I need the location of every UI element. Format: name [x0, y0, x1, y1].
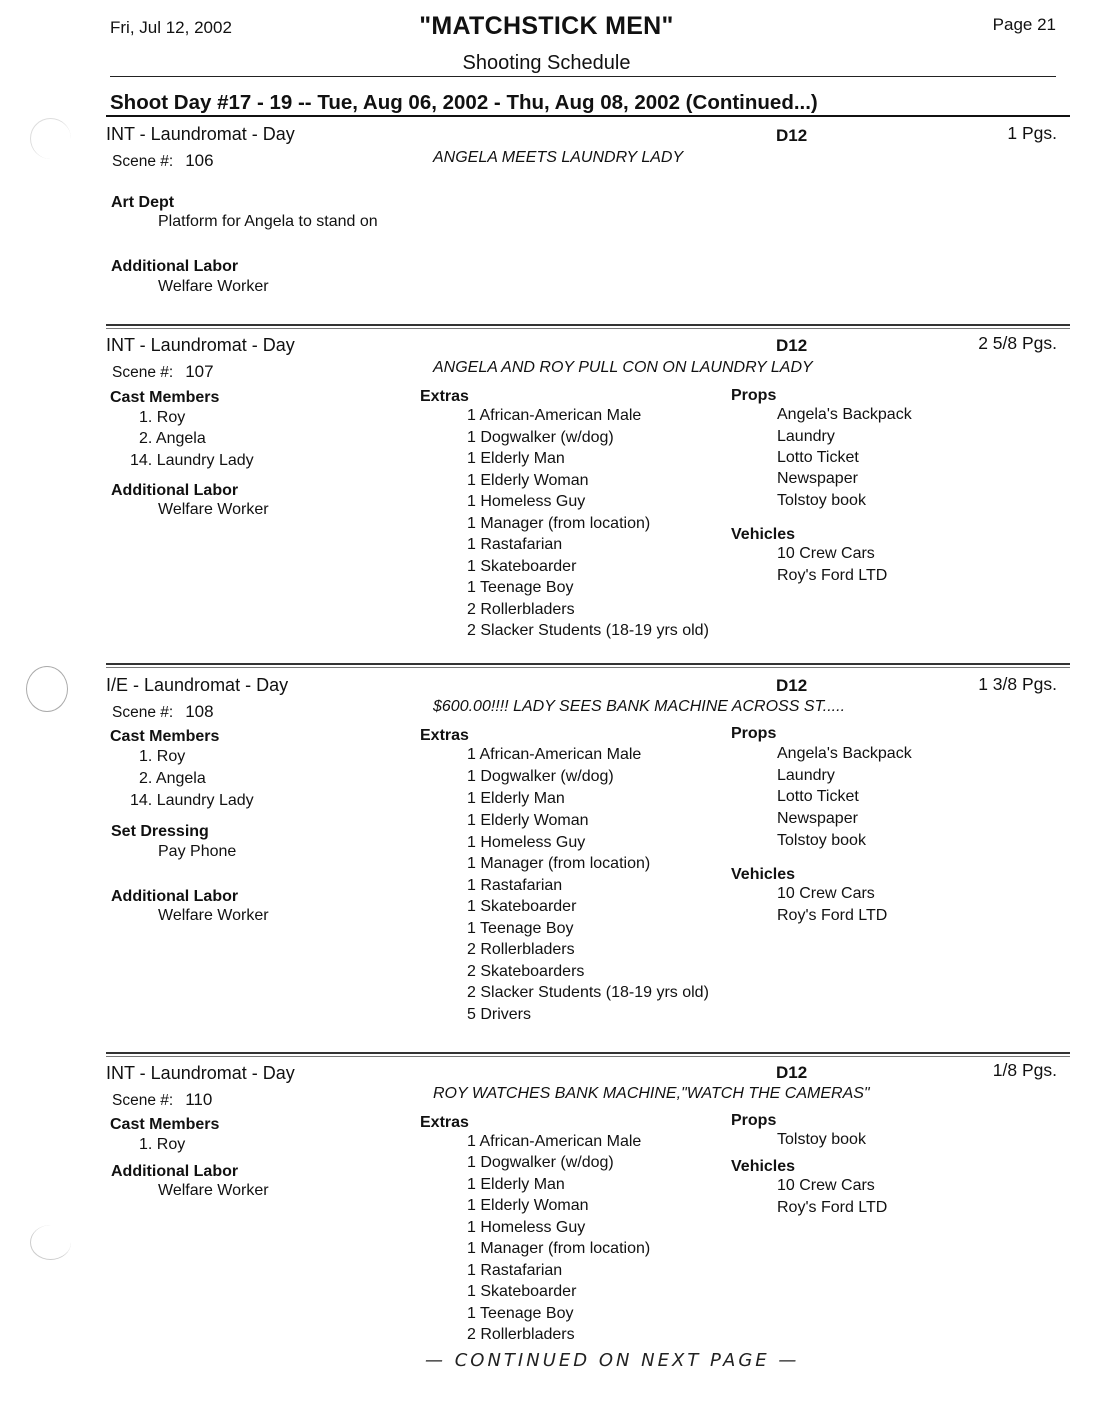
page-count: 1/8 Pgs.: [992, 1060, 1057, 1080]
additional-labor-label: Additional Labor: [111, 1163, 239, 1180]
cast-members-label: Cast Members: [110, 1116, 220, 1133]
extras-label: Extras: [420, 388, 469, 405]
day-code: D12: [776, 1063, 808, 1082]
extra-item: 1 Elderly Woman: [467, 1197, 589, 1214]
vehicle-item: 10 Crew Cars: [777, 1177, 875, 1194]
scene-number-value: 106: [185, 151, 214, 170]
scene-number-label: Scene #:: [112, 704, 174, 721]
extra-item: 1 Rastafarian: [467, 877, 563, 894]
extra-item: 1 Elderly Man: [467, 790, 565, 807]
document-title: "MATCHSTICK MEN": [419, 12, 674, 40]
cast-member: 2. Angela: [139, 770, 206, 787]
vehicle-item: 10 Crew Cars: [777, 885, 875, 902]
cast-member: 2. Angela: [139, 430, 206, 447]
extras-label: Extras: [420, 727, 469, 744]
extra-item: 1 Dogwalker (w/dog): [467, 1154, 614, 1171]
page-count: 1 Pgs.: [1007, 123, 1057, 143]
prop-item: Newspaper: [777, 810, 858, 827]
cast-members-label: Cast Members: [110, 389, 220, 406]
scene-number-value: 107: [185, 362, 214, 381]
extra-item: 1 Rastafarian: [467, 536, 563, 553]
extra-item: 1 Manager (from location): [467, 515, 651, 532]
scene-number-label: Scene #:: [112, 1092, 174, 1109]
vehicle-item: Roy's Ford LTD: [777, 567, 888, 584]
page-count: 1 3/8 Pgs.: [978, 674, 1057, 694]
additional-labor-item: Welfare Worker: [158, 907, 269, 924]
handwritten-continued-note: — CONTINUED ON NEXT PAGE —: [425, 1350, 800, 1371]
scene-description: ANGELA AND ROY PULL CON ON LAUNDRY LADY: [433, 359, 813, 376]
scene-description: ROY WATCHES BANK MACHINE,"WATCH THE CAMERAS": [433, 1085, 870, 1102]
vehicles-label: Vehicles: [731, 1158, 796, 1175]
extra-item: 1 Homeless Guy: [467, 493, 586, 510]
scene-number-label: Scene #:: [112, 364, 174, 381]
scene-location: I/E - Laundromat - Day: [106, 675, 289, 695]
art-dept-item: Platform for Angela to stand on: [158, 213, 378, 230]
props-label: Props: [731, 1112, 777, 1129]
cast-member: 1. Roy: [139, 409, 186, 426]
extra-item: 2 Rollerbladers: [467, 1326, 575, 1343]
punch-hole-mark: [30, 118, 71, 159]
additional-labor-label: Additional Labor: [111, 258, 239, 275]
vehicles-label: Vehicles: [731, 526, 796, 543]
scene-number-value: 108: [185, 702, 214, 721]
extra-item: 2 Rollerbladers: [467, 601, 575, 618]
vehicle-item: Roy's Ford LTD: [777, 907, 888, 924]
scene-description: $600.00!!!! LADY SEES BANK MACHINE ACROSS ST.....: [433, 698, 846, 715]
extra-item: 1 Elderly Woman: [467, 812, 589, 829]
header-date: Fri, Jul 12, 2002: [110, 18, 232, 37]
prop-item: Newspaper: [777, 470, 858, 487]
art-dept-label: Art Dept: [111, 194, 175, 211]
prop-item: Angela's Backpack: [777, 406, 912, 423]
props-label: Props: [731, 725, 777, 742]
page-number: Page 21: [992, 15, 1056, 34]
additional-labor-item: Welfare Worker: [158, 1182, 269, 1199]
set-dressing-item: Pay Phone: [158, 843, 237, 860]
day-code: D12: [776, 676, 808, 695]
scene-number-value: 110: [185, 1090, 213, 1109]
day-code: D12: [776, 126, 808, 145]
extra-item: 1 Teenage Boy: [467, 579, 574, 596]
document-subtitle: Shooting Schedule: [462, 52, 631, 74]
scene-separator: [106, 324, 1070, 326]
scene-location: INT - Laundromat - Day: [106, 335, 295, 355]
set-dressing-label: Set Dressing: [111, 823, 209, 840]
prop-item: Tolstoy book: [777, 1131, 866, 1148]
extra-item: 1 Manager (from location): [467, 1240, 651, 1257]
cast-members-label: Cast Members: [110, 728, 220, 745]
vehicles-label: Vehicles: [731, 866, 796, 883]
punch-hole-mark: [26, 666, 68, 712]
extra-item: 1 Dogwalker (w/dog): [467, 768, 614, 785]
scene-number: [112, 362, 214, 382]
prop-item: Lotto Ticket: [777, 449, 859, 466]
extra-item: 2 Slacker Students (18-19 yrs old): [467, 622, 709, 639]
extra-item: 1 Elderly Woman: [467, 472, 589, 489]
shoot-day-heading: Shoot Day #17 - 19 -- Tue, Aug 06, 2002 - Thu, Aug 08, 2002 (Continued...): [110, 91, 818, 114]
vehicle-item: 10 Crew Cars: [777, 545, 875, 562]
extra-item: 1 Elderly Man: [467, 450, 565, 467]
additional-labor-item: Welfare Worker: [158, 278, 269, 295]
extra-item: 1 Teenage Boy: [467, 920, 574, 937]
extra-item: 1 Skateboarder: [467, 558, 577, 575]
additional-labor-label: Additional Labor: [111, 888, 239, 905]
page-count: 2 5/8 Pgs.: [978, 333, 1057, 353]
additional-labor-label: Additional Labor: [111, 482, 239, 499]
extra-item: 1 African-American Male: [467, 746, 642, 763]
cast-member: 14. Laundry Lady: [130, 792, 254, 809]
cast-member: 1. Roy: [139, 748, 186, 765]
prop-item: Tolstoy book: [777, 492, 866, 509]
extras-label: Extras: [420, 1114, 469, 1131]
header-rule: [110, 76, 1056, 77]
extra-item: 1 Skateboarder: [467, 1283, 577, 1300]
extra-item: 1 Dogwalker (w/dog): [467, 429, 614, 446]
scene-number: [112, 151, 214, 171]
shoot-day-rule: [106, 115, 1070, 117]
extra-item: 2 Slacker Students (18-19 yrs old): [467, 984, 709, 1001]
vehicle-item: Roy's Ford LTD: [777, 1199, 888, 1216]
prop-item: Tolstoy book: [777, 832, 866, 849]
extra-item: 1 African-American Male: [467, 1133, 642, 1150]
extra-item: 5 Drivers: [467, 1006, 532, 1023]
extra-item: 2 Skateboarders: [467, 963, 585, 980]
extra-item: 1 Rastafarian: [467, 1262, 563, 1279]
prop-item: Laundry: [777, 428, 835, 445]
scene-number-label: Scene #:: [112, 153, 174, 170]
scene-description: ANGELA MEETS LAUNDRY LADY: [433, 149, 684, 166]
prop-item: Lotto Ticket: [777, 788, 859, 805]
extra-item: 1 Skateboarder: [467, 898, 577, 915]
extra-item: 1 African-American Male: [467, 407, 642, 424]
punch-hole-mark: [30, 1225, 71, 1260]
extra-item: 1 Teenage Boy: [467, 1305, 574, 1322]
scene-location: INT - Laundromat - Day: [106, 124, 295, 144]
cast-member: 14. Laundry Lady: [130, 452, 254, 469]
prop-item: Laundry: [777, 767, 835, 784]
day-code: D12: [776, 336, 808, 355]
scene-separator: [106, 1052, 1070, 1054]
props-label: Props: [731, 387, 777, 404]
additional-labor-item: Welfare Worker: [158, 501, 269, 518]
prop-item: Angela's Backpack: [777, 745, 912, 762]
extra-item: 1 Homeless Guy: [467, 834, 586, 851]
extra-item: 2 Rollerbladers: [467, 941, 575, 958]
extra-item: 1 Homeless Guy: [467, 1219, 586, 1236]
scene-number: [112, 702, 214, 722]
cast-member: 1. Roy: [139, 1136, 186, 1153]
extra-item: 1 Manager (from location): [467, 855, 651, 872]
scene-number: [112, 1090, 212, 1110]
scene-separator: [106, 663, 1070, 665]
extra-item: 1 Elderly Man: [467, 1176, 565, 1193]
scene-location: INT - Laundromat - Day: [106, 1063, 295, 1083]
